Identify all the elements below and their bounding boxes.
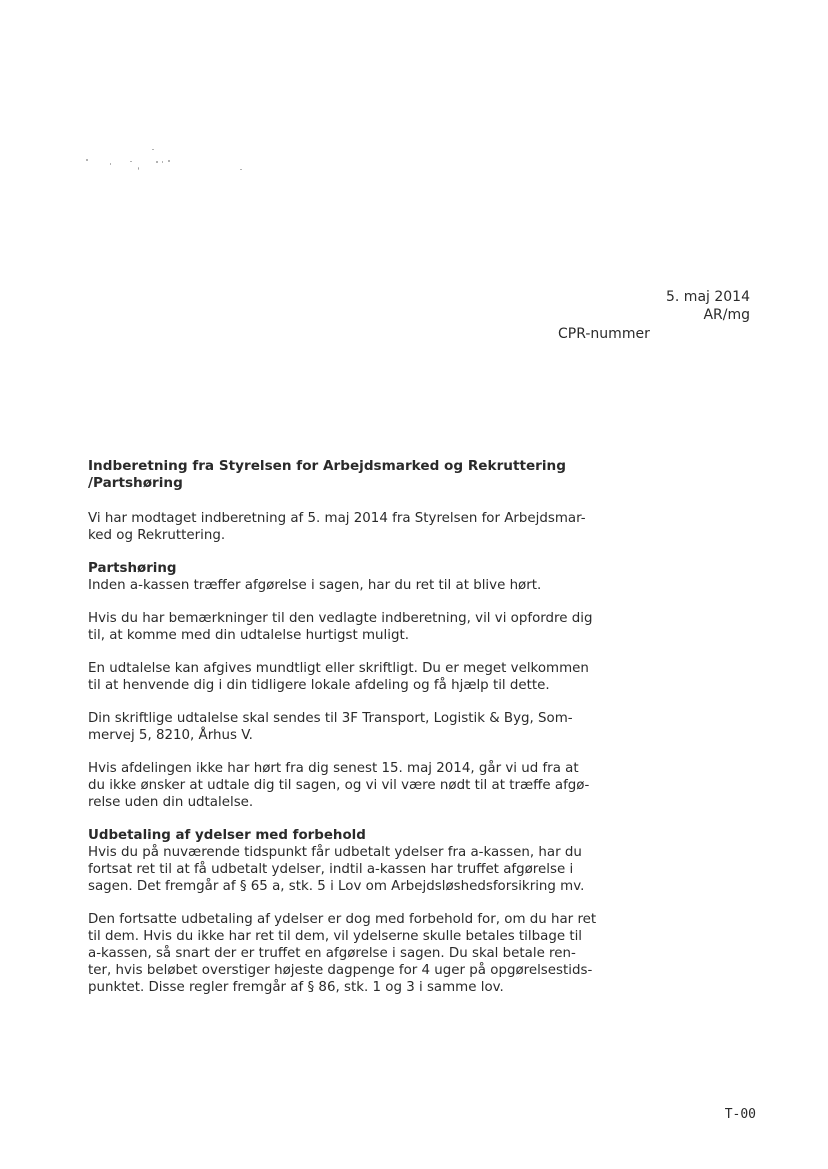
intro-paragraph: Vi har modtaget indberetning af 5. maj 2014 fra Styrelsen for Arbejdsmar- ked og Rekruttering.	[88, 511, 586, 543]
paragraph: Den fortsatte udbetaling af ydelser er dog med forbehold for, om du har ret til dem. Hvis du ikke har ret til dem, vil ydelserne skulle betales tilbage til a-kassen, så snart der er truffet en afgørelse i sagen. Du skal betale ren- ter, hvis beløbet overstiger højeste dagpenge for 4 uger på opgørelsestids- punktet. Disse regler fremgår af § 86, stk. 1 og 3 i samme lov.	[88, 912, 597, 995]
letter-body	[88, 458, 628, 1012]
paragraph: Inden a-kassen træffer afgørelse i sagen, har du ret til at blive hørt.	[88, 578, 542, 593]
date-reference-block	[666, 288, 750, 324]
section-heading: Udbetaling af ydelser med forbehold	[88, 828, 366, 843]
footer-code: T-00	[724, 1107, 756, 1122]
paragraph: Hvis du på nuværende tidspunkt får udbetalt ydelser fra a-kassen, har du fortsat ret til at få udbetalt ydelser, indtil a-kassen har truffet afgørelse i sagen. Det fremgår af § 65 a, stk. 5 i Lov om Arbejdsløshedsforsikring mv.	[88, 845, 585, 894]
paragraph: Din skriftlige udtalelse skal sendes til 3F Transport, Logistik & Byg, Som- mervej 5, 8210, Århus V.	[88, 711, 573, 743]
title-line-1: Indberetning fra Styrelsen for Arbejdsmarked og Rekruttering	[88, 458, 566, 474]
scan-artifacts	[80, 145, 260, 185]
title-line-2: /Partshøring	[88, 475, 183, 491]
section-heading: Partshøring	[88, 561, 177, 576]
cpr-label: CPR-nummer	[558, 326, 650, 342]
paragraph: Hvis afdelingen ikke har hørt fra dig senest 15. maj 2014, går vi ud fra at du ikke ønsker at udtale dig til sagen, og vi vil være nødt til at træffe afgø- relse uden din udtalelse.	[88, 761, 590, 810]
letter-reference: AR/mg	[703, 307, 750, 323]
paragraph: Hvis du har bemærkninger til den vedlagte indberetning, vil vi opfordre dig til, at komme med din udtalelse hurtigst muligt.	[88, 611, 593, 643]
letter-date: 5. maj 2014	[666, 289, 750, 305]
paragraph: En udtalelse kan afgives mundtligt eller skriftligt. Du er meget velkommen til at henvende dig i din tidligere lokale afdeling og få hjælp til dette.	[88, 661, 589, 693]
letter-title	[88, 458, 628, 492]
section-partshoring	[88, 560, 628, 811]
section-udbetaling	[88, 827, 628, 996]
